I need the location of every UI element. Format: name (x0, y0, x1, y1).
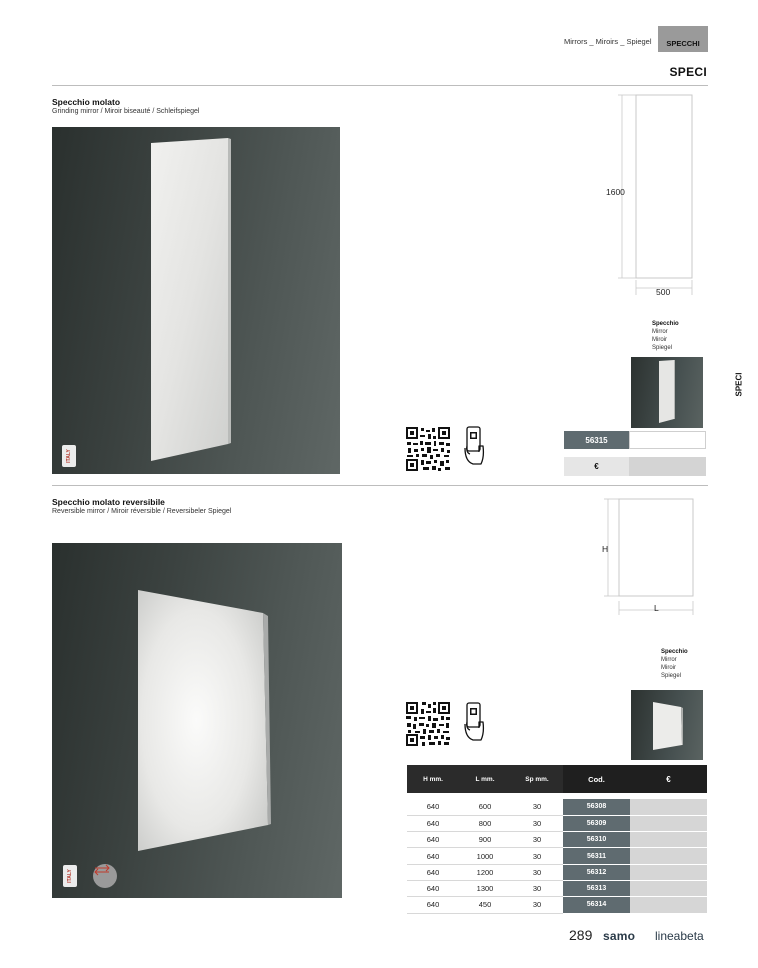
height-cell: 640 (407, 880, 459, 896)
reversible-arrows-icon (93, 864, 111, 876)
thickness-cell: 30 (511, 815, 563, 831)
column-header: € (630, 765, 707, 793)
dimensions-table (407, 765, 707, 914)
page-title: SPECI (669, 65, 707, 79)
mirror-image (52, 127, 340, 474)
width-cell: 450 (459, 897, 511, 913)
price-label-cell: € (564, 457, 629, 476)
mirror-image (52, 543, 342, 898)
section2-subtitle: Reversible mirror / Miroir réversible / Reversibeler Spiegel (52, 508, 232, 515)
column-header: L mm. (459, 765, 511, 793)
category-tab[interactable]: SPECCHI (658, 26, 708, 52)
mirror-thumb-image (631, 357, 703, 428)
width-cell: 1000 (459, 848, 511, 864)
section2-technical-drawing (600, 496, 700, 616)
column-header: Cod. (563, 765, 630, 793)
italy-badge: ITALY (63, 865, 77, 887)
thickness-cell: 30 (511, 897, 563, 913)
section1-product-photo (52, 127, 340, 474)
table-row (407, 815, 707, 831)
table-row (407, 897, 707, 913)
section-divider (52, 485, 708, 486)
thickness-cell: 30 (511, 799, 563, 815)
section2-title: Specchio molato reversibile (52, 497, 165, 507)
smartphone-scan-icon (463, 702, 485, 742)
price-cell (630, 799, 707, 815)
height-dimension-label: 1600 (606, 187, 625, 197)
height-cell: 640 (407, 832, 459, 848)
column-header: Sp mm. (511, 765, 563, 793)
table-row (407, 864, 707, 880)
price-cell (630, 897, 707, 913)
side-index-tab[interactable] (733, 372, 745, 396)
price-cell (630, 848, 707, 864)
price-cell (630, 880, 707, 896)
code-cell: 56310 (563, 832, 630, 848)
table-row (407, 799, 707, 815)
section2-thumbnail[interactable] (631, 690, 703, 760)
section1-subtitle: Grinding mirror / Miroir biseauté / Schleifspiegel (52, 108, 200, 115)
table-row (407, 880, 707, 896)
table-header-row (407, 765, 707, 793)
thickness-cell: 30 (511, 848, 563, 864)
height-cell: 640 (407, 848, 459, 864)
smartphone-scan-icon (463, 426, 485, 466)
section2-product-photo (52, 543, 342, 898)
thickness-cell: 30 (511, 880, 563, 896)
width-dimension-label: L (654, 603, 659, 613)
thickness-cell: 30 (511, 832, 563, 848)
section2-thumb-caption: Specchio Mirror Miroir Spiegel (661, 649, 688, 679)
table-row (407, 848, 707, 864)
mirror-thumb-image (631, 690, 703, 760)
price-cell (630, 864, 707, 880)
code-cell: 56311 (563, 848, 630, 864)
section1-title: Specchio molato (52, 97, 121, 107)
price-cell (630, 815, 707, 831)
breadcrumb: Mirrors _ Miroirs _ Spiegel (564, 37, 652, 46)
width-cell: 1200 (459, 864, 511, 880)
section1-technical-drawing (612, 92, 702, 302)
code-cell: 56312 (563, 864, 630, 880)
height-cell: 640 (407, 897, 459, 913)
side-index-label: SPECI (734, 371, 744, 397)
reversible-badge (93, 864, 117, 888)
height-cell: 640 (407, 799, 459, 815)
height-cell: 640 (407, 815, 459, 831)
height-cell: 640 (407, 864, 459, 880)
width-cell: 800 (459, 815, 511, 831)
column-header: H mm. (407, 765, 459, 793)
price-cell (630, 832, 707, 848)
width-cell: 600 (459, 799, 511, 815)
product-code-spacer (629, 431, 706, 449)
width-cell: 900 (459, 832, 511, 848)
section1-thumb-caption: Specchio Mirror Miroir Spiegel (652, 321, 679, 351)
qr-code-icon[interactable] (405, 701, 451, 747)
header-divider (52, 85, 708, 86)
qr-code-icon[interactable] (405, 426, 451, 472)
brand-line-name: lineabeta (655, 929, 704, 943)
width-cell: 1300 (459, 880, 511, 896)
thickness-cell: 30 (511, 864, 563, 880)
price-value-cell (629, 457, 706, 476)
height-dimension-label: H (602, 544, 609, 554)
table-row (407, 832, 707, 848)
italy-badge: ITALY (62, 445, 76, 467)
section1-thumbnail[interactable] (631, 357, 703, 428)
width-dimension-label: 500 (656, 287, 671, 297)
code-cell: 56314 (563, 897, 630, 913)
page-number: 289 (569, 927, 593, 943)
code-cell: 56308 (563, 799, 630, 815)
code-cell: 56309 (563, 815, 630, 831)
brand-logo: samo (603, 929, 636, 943)
code-cell: 56313 (563, 880, 630, 896)
product-code-cell: 56315 (564, 431, 629, 449)
